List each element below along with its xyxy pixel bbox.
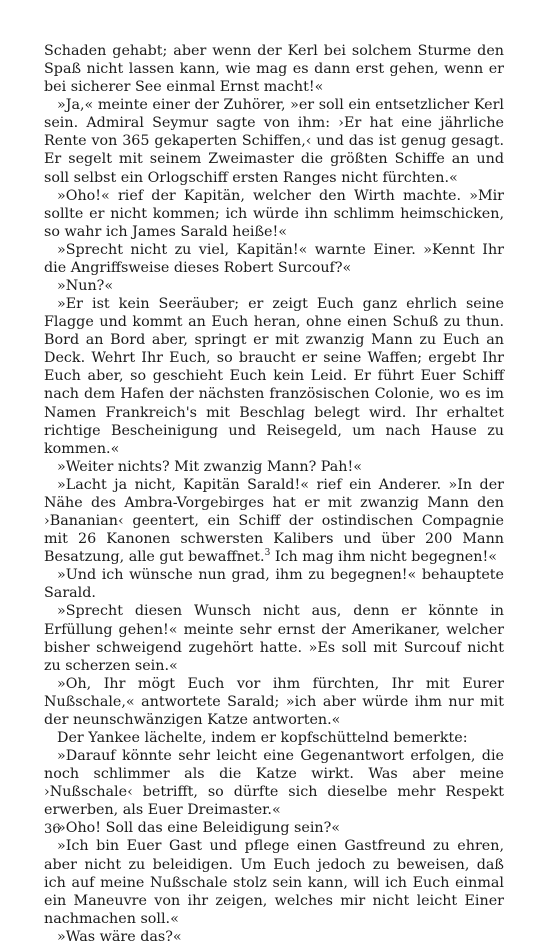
paragraph-13: »Darauf könnte sehr leicht eine Gegenantwort erfolgen, die noch schlimmer als die Katze wirkt. Was aber meine ›Nußschale‹ betrifft, so dürfte sich dieselbe mehr Respekt erwerben, als Euer Dreimaster.«: [44, 748, 504, 819]
paragraph-10: »Sprecht diesen Wunsch nicht aus, denn er könnte in Erfüllung gehen!« meinte sehr ernst der Amerikaner, welcher bisher schweigend zugehört hatte. »Es soll mit Surcouf nicht zu scherzen sein.«: [44, 603, 504, 674]
footnote-reference[interactable]: 3: [264, 548, 271, 559]
paragraph-6: »Er ist kein Seeräuber; er zeigt Euch ganz ehrlich seine Flagge und kommt an Euch heran, ohne einen Schuß zu thun. Bord an Bord aber, springt er mit zwanzig Mann zu Euch an Deck. Wehrt Ihr Euch, so braucht er seine Waffen; ergebt Ihr Euch aber, so geschieht Euch kein Leid. Er führt Euer Schiff nach dem Hafen der nächsten französischen Colonie, wo es im Namen Frankreich's mit Beschlag belegt wird. Ihr erhaltet richtige Bescheinigung und Reisegeld, um nach Hause zu kommen.«: [44, 296, 504, 457]
paragraph-14: »Oho! Soll das eine Beleidigung sein?«: [57, 820, 341, 837]
page-number: 36: [44, 822, 61, 837]
paragraph-15: »Ich bin Euer Gast und pflege einen Gastfreund zu ehren, aber nicht zu beleidigen. Um Euch jedoch zu beweisen, daß ich auf meine Nußschale stolz sein kann, will ich Euch einmal ein Maneuvre von ihr zeigen, welches mir nicht leicht Einer nachmachen soll.«: [44, 838, 504, 927]
paragraph-1: Schaden gehabt; aber wenn der Kerl bei solchem Sturme den Spaß nicht lassen kann, wie mag es dann erst gehen, wenn er bei sicherer See einmal Ernst macht!«: [44, 43, 504, 96]
paragraph-8: [44, 476, 504, 566]
paragraph-2: »Ja,« meinte einer der Zuhörer, »er soll ein entsetzlicher Kerl sein. Admiral Seymur sagte von ihm: ›Er hat eine jährliche Rente von 365 gekaperten Schiffen,‹ und das ist genug gesagt. Er segelt mit seinem Zweimaster die größten Schiffe an und soll selbst ein Orlogschiff ersten Ranges nicht fürchten.«: [44, 97, 504, 186]
paragraph-4: »Sprecht nicht zu viel, Kapitän!« warnte Einer. »Kennt Ihr die Angriffsweise dieses Robert Surcouf?«: [44, 241, 504, 276]
paragraph-8-text: »Lacht ja nicht, Kapitän Sarald!« rief ein Anderer. »In der Nähe des Ambra-Vorgebirges hat er mit zwanzig Mann den ›Bananian‹ geentert, ein Schiff der ostindischen Compagnie mit 26 Kanonen schwersten Kalibers und über 200 Mann Besatzung, alle gut bewaffnet.: [44, 476, 504, 566]
paragraph-7: »Weiter nichts? Mit zwanzig Mann? Pah!«: [57, 458, 362, 475]
paragraph-9: »Und ich wünsche nun grad, ihm zu begegnen!« behauptete Sarald.: [44, 567, 504, 602]
paragraph-3: »Oho!« rief der Kapitän, welcher den Wirth machte. »Mir sollte er nicht kommen; ich würde ihn schlimm heimschicken, so wahr ich James Sarald heiße!«: [44, 187, 504, 240]
paragraph-16: »Was wäre das?«: [57, 928, 182, 945]
paragraph-12: Der Yankee lächelte, indem er kopfschüttelnd bemerkte:: [57, 729, 468, 746]
body-text: [44, 42, 504, 946]
paragraph-11: »Oh, Ihr mögt Euch vor ihm fürchten, Ihr mit Eurer Nußschale,« antwortete Sarald; »ich aber würde ihm nur mit der neunschwänzigen Katze antworten.«: [44, 675, 504, 728]
paragraph-5: »Nun?«: [57, 278, 114, 295]
paragraph-8-tail: Ich mag ihm nicht begegnen!«: [270, 549, 497, 566]
